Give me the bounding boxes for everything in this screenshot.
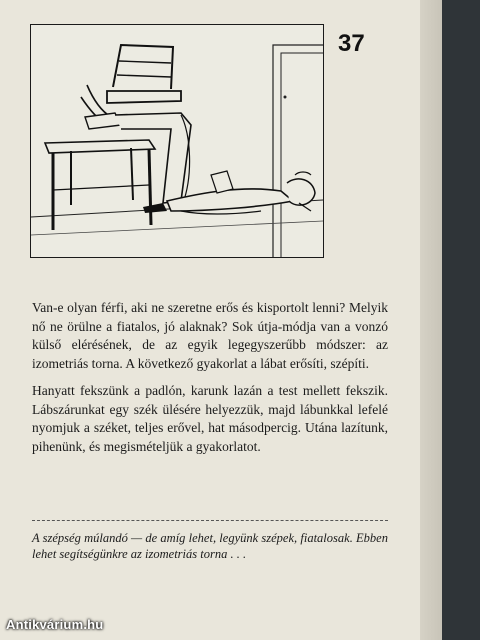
paragraph: Hanyatt fekszünk a padlón, karunk lazán a test mellett fekszik. Lábszárunkat egy szék ülésére helyezzük, majd lábunkkal lefelé nyomjuk a széket, teljes erővel, hat másodpercig. Utána lazítunk, pihenünk, és megismételjük a gyakorlatot. — [32, 383, 388, 454]
caption-divider — [32, 520, 388, 521]
cartoon-man-exercise-illustration — [31, 25, 323, 257]
article-body — [32, 299, 388, 465]
page-edge — [420, 0, 442, 640]
page-number: 37 — [338, 30, 365, 57]
paragraph: Van-e olyan férfi, aki ne szeretne erős és kisportolt lenni? Melyik nő ne örülne a fiatalos, jó alaknak? Sok útja-módja van a vonzó külső elérésének, de az egyik legegyszerűbb módszer: az izometriás torna. A következő gyakorlat a lábat erősíti, szépíti. — [32, 300, 388, 371]
exercise-illustration — [30, 24, 324, 258]
background-strip — [442, 0, 480, 640]
watermark: Antikvárium.hu — [6, 617, 104, 632]
caption: A szépség múlandó — de amíg lehet, legyünk szépek, fiatalosak. Ebben lehet segítségünkre az izometriás torna . . . — [32, 531, 388, 561]
